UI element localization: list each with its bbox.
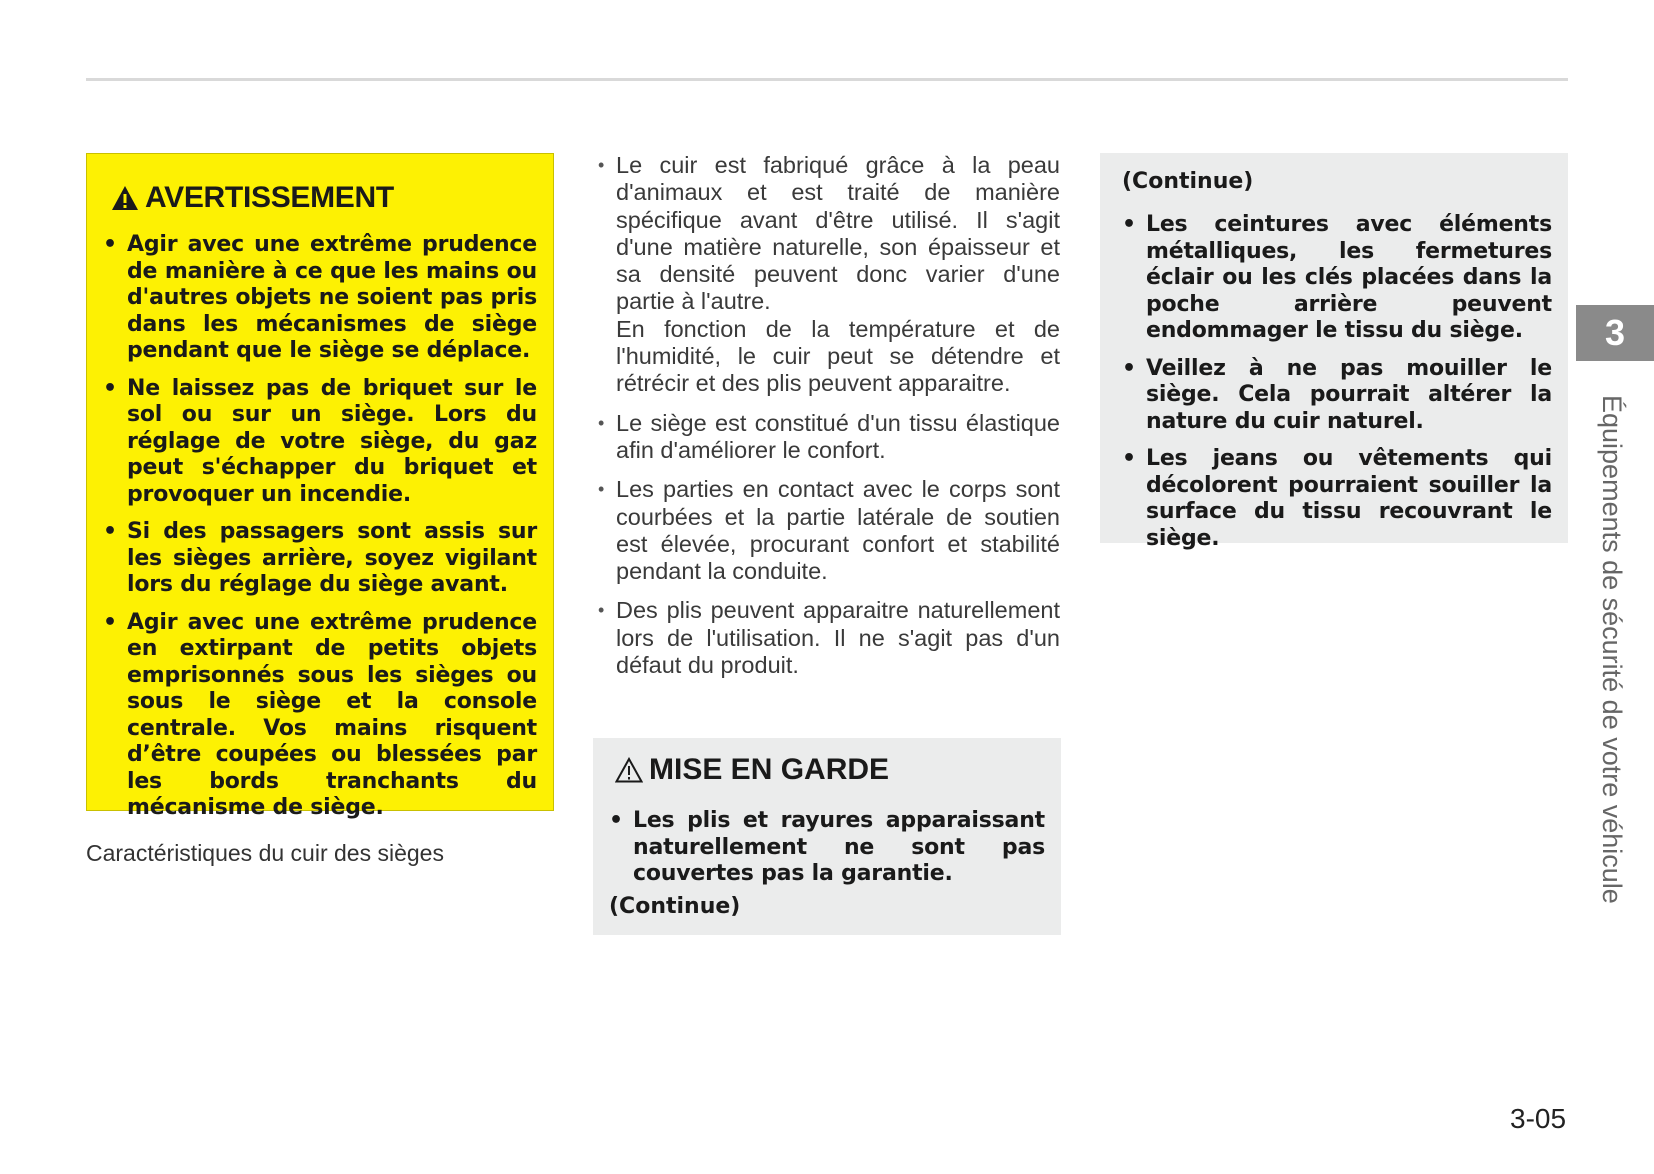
chapter-side-title	[1594, 395, 1634, 955]
warning-title-text: AVERTISSEMENT	[145, 181, 394, 214]
warning-title	[111, 180, 537, 216]
caution-title-text: MISE EN GARDE	[649, 753, 890, 786]
caution-list	[609, 808, 1045, 888]
leather-item: • Les parties en contact avec le corps sont courbées et la partie latérale de soutien est élevée, procurant confort et stabilité pendant la conduite.	[598, 476, 1060, 585]
caution-box	[593, 738, 1061, 935]
leather-column	[598, 152, 1060, 691]
chapter-side-title-text: Équipements de sécurité de votre véhicule	[1597, 395, 1627, 904]
leather-item	[598, 152, 1060, 398]
warning-list	[103, 232, 537, 822]
chapter-tab: 3	[1576, 305, 1654, 361]
leather-item-paragraph: En fonction de la température et de l'humidité, le cuir peut se détendre et rétrécir et des plis peuvent apparaitre.	[616, 315, 1060, 397]
warning-item: • Agir avec une extrême prudence en extirpant de petits objets emprisonnés sous les sièges ou sous le siège et la console centrale. Vos mains risquent d’être coupées ou blessées par les bords tranchants du mécanisme de siège.	[103, 610, 537, 822]
page-number: 3-05	[1510, 1103, 1567, 1134]
continued-heading: (Continue)	[1122, 169, 1254, 194]
continued-item: • Les jeans ou vêtements qui décolorent pourraient souiller la surface du tissu recouvrant le siège.	[1122, 446, 1552, 552]
leather-item: • Des plis peuvent apparaitre naturellement lors de l'utilisation. Il ne s'agit pas d'un défaut du produit.	[598, 597, 1060, 679]
continued-list	[1122, 212, 1552, 552]
continued-item: • Veillez à ne pas mouiller le siège. Cela pourrait altérer la nature du cuir naturel.	[1122, 356, 1552, 436]
caution-title	[615, 752, 1045, 788]
section-caption: Caractéristiques du cuir des sièges	[86, 840, 444, 866]
leather-list	[598, 152, 1060, 679]
continue-label: (Continue)	[609, 893, 741, 919]
leather-item: • Le siège est constitué d'un tissu élastique afin d'améliorer le confort.	[598, 410, 1060, 465]
warning-item: • Agir avec une extrême prudence de manière à ce que les mains ou d'autres objets ne soient pas pris dans les mécanismes de siège pendant que le siège se déplace.	[103, 232, 537, 365]
caution-item: • Les plis et rayures apparaissant naturellement ne sont pas couvertes pas la garantie.	[609, 808, 1045, 888]
warning-item: • Si des passagers sont assis sur les sièges arrière, soyez vigilant lors du réglage du siège avant.	[103, 519, 537, 599]
warning-box	[86, 153, 554, 820]
leather-item-paragraph: • Le cuir est fabriqué grâce à la peau d'animaux et est traité de manière spécifique avant d'être utilisé. Il s'agit d'une matière naturelle, son épaisseur et sa densité peuvent donc varier d'une partie à l'autre.	[616, 152, 1060, 315]
warning-item: • Ne laissez pas de briquet sur le sol ou sur un siège. Lors du réglage de votre siège, du gaz peut s'échapper du briquet et provoquer un incendie.	[103, 376, 537, 509]
header-rule	[86, 78, 1568, 81]
continued-item: • Les ceintures avec éléments métalliques, les fermetures éclair ou les clés placées dans la poche arrière peuvent endommager le tissu du siège.	[1122, 212, 1552, 345]
warning-triangle-icon	[111, 185, 139, 211]
caution-triangle-icon	[615, 757, 643, 783]
continued-caution-box	[1100, 153, 1568, 551]
